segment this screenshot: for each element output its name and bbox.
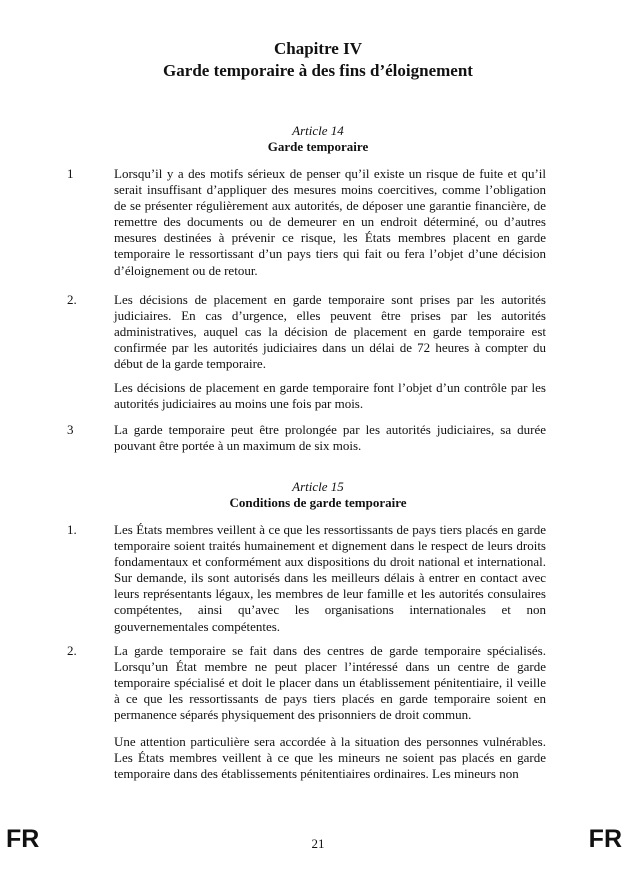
article-15-title: Conditions de garde temporaire [229,495,407,510]
page-number: 21 [311,836,325,851]
paragraph-number: 2. [67,292,77,307]
paragraph-number: 1. [67,522,77,537]
paragraph-text: Une attention particulière sera accordée à la situation des personnes vulnérables. Les États membres veillent à ce que les mineurs ne soient pas placés en garde temporaire dans des établissements pénitentiaires ordinaires. Les mineurs non [114,734,546,782]
chapter-number: Chapitre IV [274,39,362,58]
paragraph-number: 3 [67,422,74,437]
article-15-number: Article 15 [292,479,344,494]
paragraph-text: Les décisions de placement en garde temporaire sont prises par les autorités judiciaires. En cas d’urgence, elles peuvent être prises par les autorités administratives, auquel cas la décision de placement en garde temporaire est confirmée par les autorités judiciaires dans un délai de 72 heures à compter du début de la garde temporaire. [114,292,546,372]
paragraph-number: 1 [67,166,74,181]
chapter-title: Garde temporaire à des fins d’éloignement [163,61,473,80]
paragraph-text: La garde temporaire peut être prolongée par les autorités judiciaires, sa durée pouvant être portée à un maximum de six mois. [114,422,546,454]
paragraph-text: Lorsqu’il y a des motifs sérieux de penser qu’il existe un risque de fuite et qu’il serait insuffisant d’appliquer des mesures moins coercitives, comme l’obligation de se présenter régulièrement aux autorités, de déposer une garantie financière, de remettre des documents ou de demeurer en un endroit déterminé, ou d’autres mesures destinées à prévenir ce risque, les États membres placent en garde temporaire le ressortissant d’un pays tiers qui fait ou fera l’objet d’une décision d’éloignement ou de retour. [114,166,546,278]
language-code-right: FR [588,825,622,853]
paragraph-text: La garde temporaire se fait dans des centres de garde temporaire spécialisés. Lorsqu’un État membre ne peut placer l’intéressé dans un centre de garde temporaire spécialisé et doit le placer dans un établissement pénitentiaire, il veille à ce que les ressortissants de pays tiers placés en garde temporaire soient en permanence séparés physiquement des prisonniers de droit commun. [114,643,546,723]
language-code-left: FR [6,825,40,853]
paragraph-text: Les États membres veillent à ce que les ressortissants de pays tiers placés en garde temporaire soient traités humainement et dignement dans le respect de leurs droits fondamentaux et conformément aux dispositions du droit national et international. Sur demande, ils sont autorisés dans les meilleurs délais à entrer en contact avec leurs représentants légaux, les membres de leur famille et les autorités consulaires compétentes, ainsi qu’avec les organisations internationales et non gouvernementales compétentes. [114,522,546,634]
article-14-number: Article 14 [292,123,344,138]
paragraph-text: Les décisions de placement en garde temporaire font l’objet d’un contrôle par les autorités judiciaires au moins une fois par mois. [114,380,546,412]
paragraph-number: 2. [67,643,77,658]
article-14-title: Garde temporaire [267,139,369,154]
